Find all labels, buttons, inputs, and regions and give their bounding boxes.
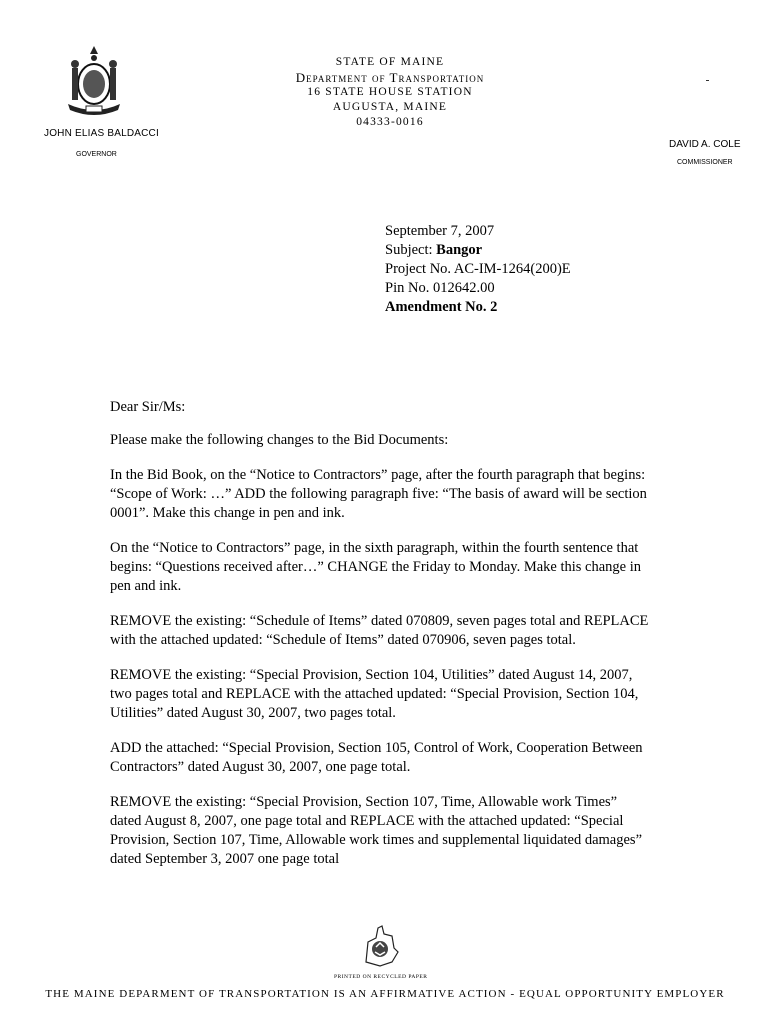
paragraph-section-105: ADD the attached: “Special Provision, Section 105, Control of Work, Cooperation Between Contractors” dated August 30, 2007, one page total.: [110, 740, 643, 775]
commissioner-title: COMMISSIONER: [677, 159, 733, 166]
recycle-icon: [358, 922, 404, 970]
subject-value: Bangor: [436, 242, 483, 258]
letter-body: [110, 398, 650, 885]
paragraph-section-107: REMOVE the existing: “Special Provision, Section 107, Time, Allowable work Times” dated August 8, 2007, one page total and REPLACE with the attached updated: “Special Provision, Section 107, Time, Allowable work times and supplemental liquidated damages” dated September 3, 2007 one page total: [110, 794, 643, 867]
recycled-paper-note: PRINTED ON RECYCLED PAPER: [334, 974, 428, 980]
footer-statement: THE MAINE DEPARMENT OF TRANSPORTATION IS AN AFFIRMATIVE ACTION - EQUAL OPPORTUNITY EMPLOYER: [45, 988, 725, 1000]
paragraph-bid-book: In the Bid Book, on the “Notice to Contractors” page, after the fourth paragraph that begins: “Scope of Work: …” ADD the following paragraph five: “The basis of award will be section 0001”. Make this change in pen and ink.: [110, 467, 647, 521]
letter-date: September 7, 2007: [385, 223, 495, 239]
subject-line: [385, 241, 571, 260]
amendment-number: Amendment No. 2: [385, 299, 498, 315]
letterhead-address2: AUGUSTA, MAINE: [332, 101, 448, 113]
letterhead-zip: 04333-0016: [356, 116, 424, 128]
subject-label: Subject:: [385, 242, 437, 258]
letterhead-state: STATE OF MAINE: [335, 56, 445, 68]
paragraph-schedule: REMOVE the existing: “Schedule of Items” dated 070809, seven pages total and REPLACE with the attached updated: “Schedule of Items” dated 070906, seven pages total.: [110, 613, 649, 648]
paragraph-notice: On the “Notice to Contractors” page, in the sixth paragraph, within the fourth sentence that begins: “Questions received after…” CHANGE the Friday to Monday. Make this change in pen and ink.: [110, 540, 641, 594]
letterhead-department: Department of Transportation: [295, 70, 485, 85]
pin-number: Pin No. 012642.00: [385, 280, 495, 296]
state-seal-icon: [58, 44, 130, 120]
governor-name: JOHN ELIAS BALDACCI: [44, 128, 159, 139]
paragraph-intro: Please make the following changes to the Bid Documents:: [110, 432, 449, 448]
divider-mark: [706, 80, 709, 81]
letterhead-address1: 16 STATE HOUSE STATION: [307, 86, 473, 98]
subject-block: [385, 222, 571, 317]
salutation: Dear Sir/Ms:: [110, 399, 186, 415]
commissioner-name: DAVID A. COLE: [669, 139, 741, 150]
project-number: Project No. AC-IM-1264(200)E: [385, 261, 571, 277]
letterhead: [240, 55, 540, 130]
paragraph-section-104: REMOVE the existing: “Special Provision, Section 104, Utilities” dated August 14, 2007, two pages total and REPLACE with the attached updated: “Special Provision, Section 104, Utilities” dated August 30, 2007, two pages total.: [110, 667, 639, 721]
governor-title: GOVERNOR: [76, 151, 117, 158]
